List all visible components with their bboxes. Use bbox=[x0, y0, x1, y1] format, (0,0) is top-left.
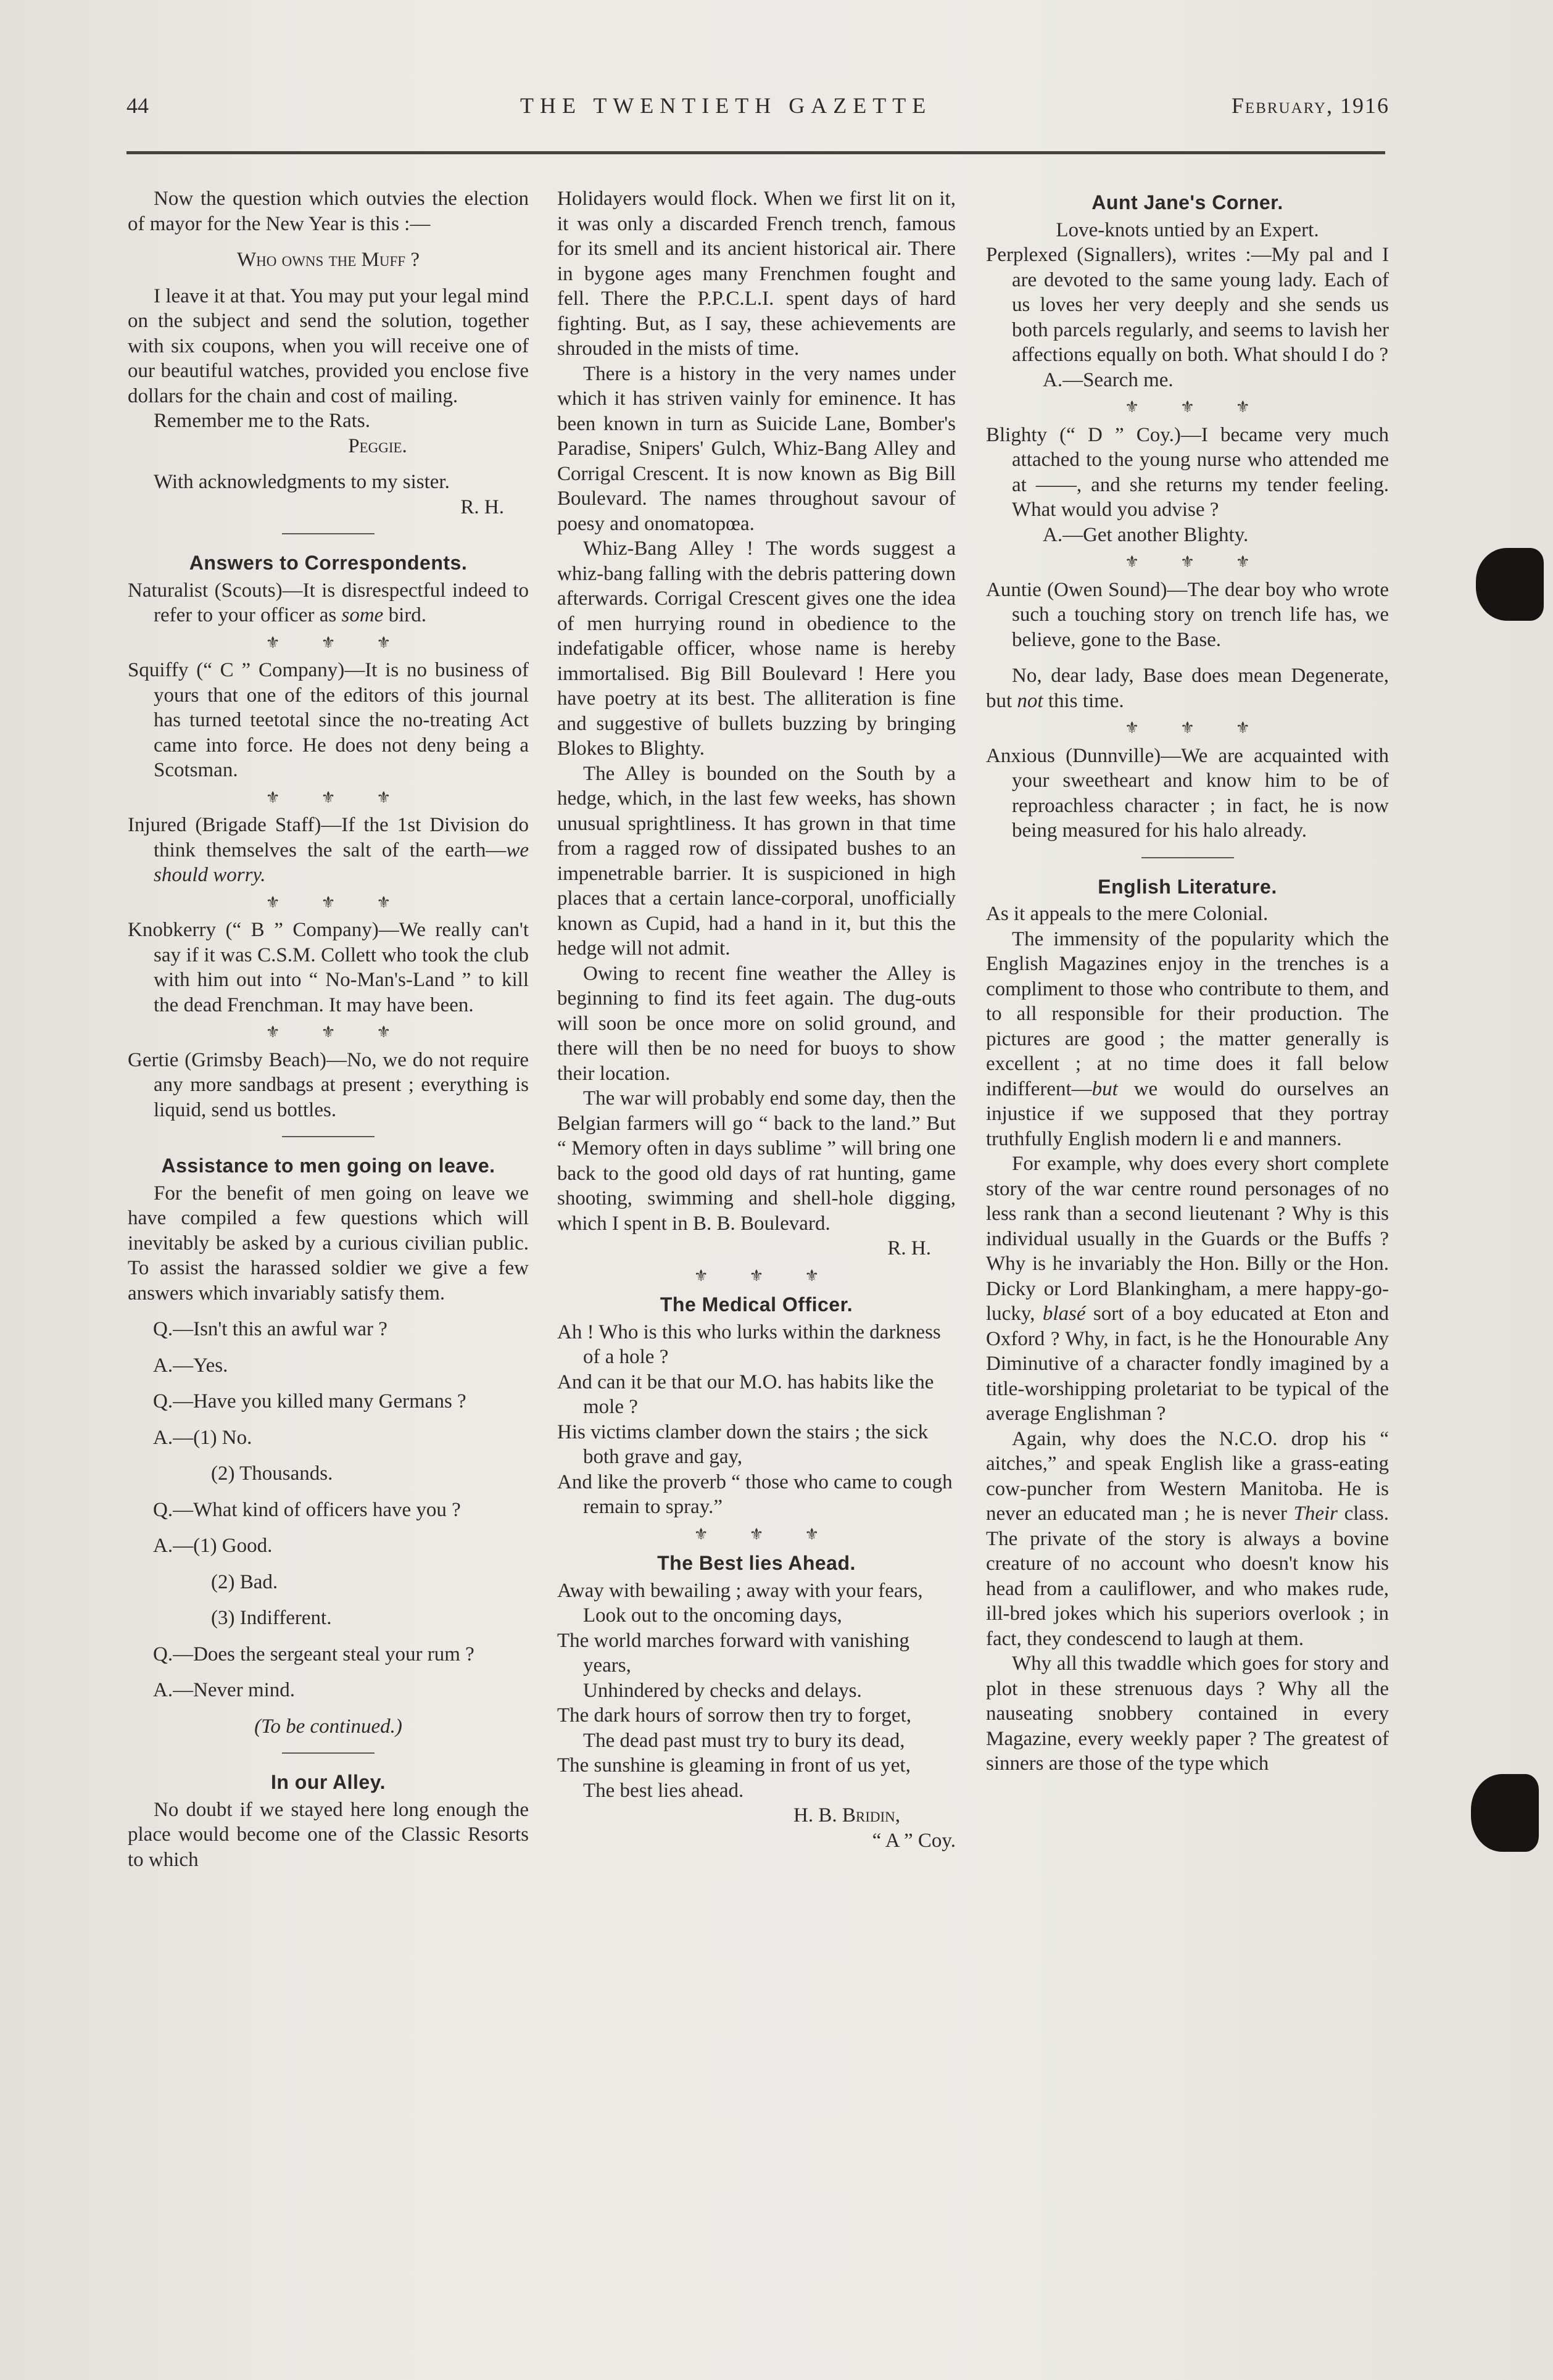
letter-answer bbox=[128, 813, 529, 888]
column-1 bbox=[128, 186, 529, 1872]
answer: (2) Bad. bbox=[211, 1570, 278, 1593]
spacer bbox=[128, 236, 529, 247]
signature: H. B. Bridin, bbox=[793, 1804, 900, 1826]
poem-line: The dead past must try to bury its dead, bbox=[583, 1729, 905, 1752]
ornament: ⚜ ⚜ ⚜ bbox=[694, 1266, 838, 1285]
answer: A.—(1) Good. bbox=[153, 1535, 273, 1557]
section-heading: Assistance to men going on leave. bbox=[161, 1155, 495, 1177]
paragraph bbox=[986, 927, 1389, 1152]
spacer bbox=[128, 1414, 529, 1425]
poem-line: Away with bewailing ; away with your fears, bbox=[557, 1579, 923, 1602]
question: Q.—Does the sergeant steal your rum ? bbox=[153, 1643, 474, 1665]
emphasis: Their bbox=[1293, 1503, 1338, 1525]
letter-text: Injured (Brigade Staff)—If the 1st Division do think themselves the salt of the earth— bbox=[128, 814, 529, 861]
letter: Blighty (“ D ” Coy.)—I became very much attached to the young nurse who attended me at ——, and she returns my tender feeling. What would you advise ? bbox=[986, 423, 1389, 521]
subheading: Love-knots untied by an Expert. bbox=[1056, 218, 1319, 241]
header-rule bbox=[126, 151, 1385, 154]
paragraph: Holidayers would flock. When we first lit on it, it was only a discarded French trench, famous for its smell and its ancient historical air. There in bygone ages many Frenchmen fought and fell. There the P.P.C.L.I. spent days of hard fighting. But, as I say, these achievements are shrouded in the mists of time. bbox=[557, 188, 956, 360]
spacer bbox=[128, 1378, 529, 1389]
ornament: ⚜ ⚜ ⚜ bbox=[265, 1023, 410, 1041]
signature: Peggie. bbox=[348, 434, 407, 457]
reply bbox=[986, 663, 1389, 713]
subheading: As it appeals to the mere Colonial. bbox=[986, 903, 1269, 925]
spacer bbox=[128, 1594, 529, 1606]
paragraph: I leave it at that. You may put your legal mind on the subject and send the solution, together with six coupons, when you will receive one of our beautiful watches, provided you enclose five dollars for the chain and cost of mailing. bbox=[128, 284, 529, 407]
poem-line: The best lies ahead. bbox=[583, 1779, 744, 1802]
question: Q.—What kind of officers have you ? bbox=[153, 1498, 461, 1521]
poem-medical-officer bbox=[557, 1320, 956, 1520]
letter: Auntie (Owen Sound)—The dear boy who wrote such a touching story on trench life has, we believe, gone to the Base. bbox=[986, 578, 1389, 651]
paragraph: Whiz-Bang Alley ! The words suggest a whiz-bang falling with the debris pattering down afterwards. Corrigal Crescent gives one the idea of men hurrying round in obedience to the indefatigable officer, whose name is hereby immortalised. Big Bill Boulevard ! Here you have poetry at its best. The alliteration is fine and suggestive of bullets buzzing by bringing Blokes to Blighty. bbox=[557, 537, 956, 760]
reply: A.—Get another Blighty. bbox=[1043, 523, 1249, 546]
paragraph bbox=[986, 1151, 1389, 1427]
paragraph-text: For example, why does every short complete story of the war centre round personages of no less rank than a second lieutenant ? Why is this individual usually in the Guards or the Buffs ? Why is he invariably the Hon. Billy or the Hon. Dicky or Lord Blankingham, a mere happy-go-lucky, bbox=[986, 1153, 1389, 1325]
spacer bbox=[986, 652, 1389, 663]
answer: (2) Thousands. bbox=[211, 1462, 333, 1485]
ornament: ⚜ ⚜ ⚜ bbox=[1125, 398, 1269, 416]
spacer bbox=[128, 1486, 529, 1498]
paragraph-text: Again, why does the N.C.O. drop his “ aitches,” and speak English like a grass-eating cow-puncher from Western Manitoba. He is never an educated man ; he is never bbox=[986, 1427, 1389, 1525]
paragraph-text: sort of a boy educated at Eton and Oxford ? Why, in fact, is he the Honourable Any Diminutive of a character fondly imagined by a title-worshipping proletariat to be typical of the average Englishman ? bbox=[986, 1303, 1389, 1425]
ornament: ⚜ ⚜ ⚜ bbox=[265, 893, 410, 911]
spacer bbox=[128, 1342, 529, 1353]
section-heading: Answers to Correspondents. bbox=[189, 552, 468, 574]
section-divider bbox=[282, 1752, 375, 1754]
paragraph: The war will probably end some day, then the Belgian farmers will go “ back to the land.” But “ Memory often in days sublime ” will bring one back to the good old days of rat hunting, game shooting, swimming and shell-hole digging, which I spent in B. B. Boulevard. bbox=[557, 1087, 956, 1235]
paragraph: Remember me to the Rats. bbox=[154, 410, 370, 432]
paragraph: Why all this twaddle which goes for story and plot in these strenuous days ? Why all the nauseating snobbery contained in every Magazine, every weekly paper ? The greatest of sinners are those of the type which bbox=[986, 1652, 1389, 1775]
spacer bbox=[128, 1306, 529, 1317]
answer: (3) Indifferent. bbox=[211, 1607, 332, 1629]
spacer bbox=[128, 273, 529, 284]
answer: A.—(1) No. bbox=[153, 1426, 252, 1449]
paragraph: For the benefit of men going on leave we have compiled a few questions which will inevitably be asked by a curious civilian public. To assist the harassed soldier we give a few answers which invariably satisfy them. bbox=[128, 1182, 529, 1304]
paragraph-text: The immensity of the popularity which the English Magazines enjoy in the trenches is a compliment to those who contribute to them, and to all responsible for their production. The pictures are good ; the matter generally is excellent ; at no time does it fall below indifferent— bbox=[986, 927, 1389, 1100]
reply-text: this time. bbox=[1043, 689, 1124, 712]
section-heading: The Medical Officer. bbox=[660, 1293, 853, 1316]
spacer bbox=[128, 1667, 529, 1678]
question: Q.—Have you killed many Germans ? bbox=[153, 1390, 466, 1412]
section-heading: In our Alley. bbox=[270, 1771, 386, 1793]
column-3 bbox=[986, 186, 1389, 1777]
section-heading: Aunt Jane's Corner. bbox=[1091, 191, 1283, 214]
letter: Perplexed (Signallers), writes :—My pal and I are devoted to the same young lady. Each of us loves her very deeply and she sends us both parcels regularly, and seems to lavish her affections equally on both. What should I do ? bbox=[986, 244, 1389, 366]
ornament: ⚜ ⚜ ⚜ bbox=[265, 633, 410, 652]
section-divider bbox=[282, 1136, 375, 1137]
signature: R. H. bbox=[887, 1237, 931, 1259]
ornament: ⚜ ⚜ ⚜ bbox=[1125, 719, 1269, 737]
question: Q.—Isn't this an awful war ? bbox=[153, 1318, 387, 1340]
letter: Anxious (Dunnville)—We are acquainted with your sweetheart and know him to be of reproachless character ; in fact, he is now being measured for his halo already. bbox=[986, 744, 1389, 842]
signature: R. H. bbox=[460, 495, 504, 518]
column-2 bbox=[557, 186, 956, 1853]
letter-answer bbox=[128, 578, 529, 628]
poem-line: Unhindered by checks and delays. bbox=[583, 1679, 862, 1702]
paragraph-text: we would do ourselves an injustice if we supposed that they portray truthfully English modern li e and manners. bbox=[986, 1077, 1389, 1150]
section-heading: English Literature. bbox=[1098, 875, 1277, 898]
letter-answer: Squiffy (“ C ” Company)—It is no business of yours that one of the editors of this journal has turned teetotal since the no-treating Act came into force. He does not deny being a Scotsman. bbox=[128, 659, 529, 781]
paragraph: With acknowledgments to my sister. bbox=[154, 471, 450, 493]
emphasis: some bbox=[341, 604, 384, 626]
answer: A.—Yes. bbox=[153, 1354, 228, 1377]
spacer bbox=[128, 1450, 529, 1461]
section-divider bbox=[282, 533, 375, 534]
emphasis: blasé bbox=[1042, 1303, 1086, 1325]
letter-text: bird. bbox=[383, 604, 426, 626]
spacer bbox=[128, 1559, 529, 1570]
page-header bbox=[0, 93, 1553, 130]
letter-text: Naturalist (Scouts)—It is disrespectful indeed to refer to your officer as bbox=[128, 579, 529, 626]
paragraph: Now the question which outvies the election of mayor for the New Year is this :— bbox=[128, 188, 529, 235]
muff-line: Who owns the Muff ? bbox=[237, 249, 420, 271]
issue-date: February, 1916 bbox=[1231, 93, 1389, 118]
spacer bbox=[128, 1522, 529, 1533]
poem-line: The dark hours of sorrow then try to forget, bbox=[557, 1704, 912, 1727]
signature-company: “ A ” Coy. bbox=[872, 1829, 956, 1852]
poem-line: And can it be that our M.O. has habits like the mole ? bbox=[557, 1370, 934, 1418]
paragraph bbox=[986, 1427, 1389, 1652]
paragraph: There is a history in the very names under which it has striven vainly for eminence. It has been known in turn as Suicide Lane, Bomber's Paradise, Snipers' Gulch, Whiz-Bang Alley and Corrigal Crescent. It is now known as Big Bill Boulevard. The names throughout savour of poesy and onomatopœa. bbox=[557, 362, 956, 535]
poem-line: And like the proverb “ those who came to cough remain to spray.” bbox=[557, 1470, 953, 1518]
emphasis: but bbox=[1091, 1077, 1118, 1100]
section-heading: The Best lies Ahead. bbox=[657, 1552, 856, 1574]
spacer bbox=[128, 1703, 529, 1714]
poem-line: The world marches forward with vanishing years, bbox=[557, 1629, 909, 1677]
spacer bbox=[128, 458, 529, 470]
poem-line: Look out to the oncoming days, bbox=[583, 1604, 842, 1627]
ornament: ⚜ ⚜ ⚜ bbox=[1125, 553, 1269, 571]
answer: A.—Never mind. bbox=[153, 1679, 296, 1701]
letter-answer: Knobkerry (“ B ” Company)—We really can't say if it was C.S.M. Collett who took the club with him out into “ No-Man's-Land ” to kill the dead Frenchman. It may have been. bbox=[128, 919, 529, 1016]
poem-line: The sunshine is gleaming in front of us yet, bbox=[557, 1754, 911, 1777]
paragraph-text: class. The private of the story is always a bovine creature of no account who doesn't know his head from a cauliflower, and who makes rude, ill-bred jokes which his superiors overlook ; in fact, they condescend to laugh at them. bbox=[986, 1503, 1389, 1650]
page-number: 44 bbox=[126, 93, 149, 118]
binding-tab bbox=[1471, 1774, 1539, 1852]
continued-note bbox=[128, 1714, 529, 1739]
emphasis: we should worry. bbox=[154, 839, 529, 886]
paragraph: The Alley is bounded on the South by a hedge, which, in the last few weeks, has shown unusual sprightliness. It has grown in that time from a ragged row of dissipated bushes to an impenetrable barrier. It is suspicioned in high places that a certain lance-corporal, unofficially known as Cupid, had a hand in it, but this the hedge will not admit. bbox=[557, 762, 956, 960]
gazette-title: THE TWENTIETH GAZETTE bbox=[520, 93, 932, 118]
paragraph: Owing to recent fine weather the Alley is beginning to find its feet again. The dug-outs will soon be once more on solid ground, and there will then be no need for buoys to show their location. bbox=[557, 962, 956, 1085]
poem-line: His victims clamber down the stairs ; the sick both grave and gay, bbox=[557, 1420, 929, 1468]
ornament: ⚜ ⚜ ⚜ bbox=[694, 1525, 838, 1543]
poem-best-lies-ahead bbox=[557, 1578, 956, 1804]
binding-tab bbox=[1476, 548, 1544, 621]
reply-text: No, dear lady, Base does mean Degenerate, but bbox=[986, 665, 1389, 712]
spacer bbox=[128, 1631, 529, 1642]
ornament: ⚜ ⚜ ⚜ bbox=[265, 788, 410, 806]
paragraph: No doubt if we stayed here long enough the place would become one of the Classic Resorts to which bbox=[128, 1798, 529, 1871]
poem-line: Ah ! Who is this who lurks within the darkness of a hole ? bbox=[557, 1321, 941, 1368]
emphasis: (To be continued.) bbox=[254, 1715, 402, 1738]
section-divider bbox=[1141, 857, 1234, 858]
letter-answer: Gertie (Grimsby Beach)—No, we do not require any more sandbags at present ; everything is liquid, send us bottles. bbox=[128, 1048, 529, 1121]
emphasis: not bbox=[1017, 689, 1043, 712]
reply: A.—Search me. bbox=[1043, 368, 1174, 391]
